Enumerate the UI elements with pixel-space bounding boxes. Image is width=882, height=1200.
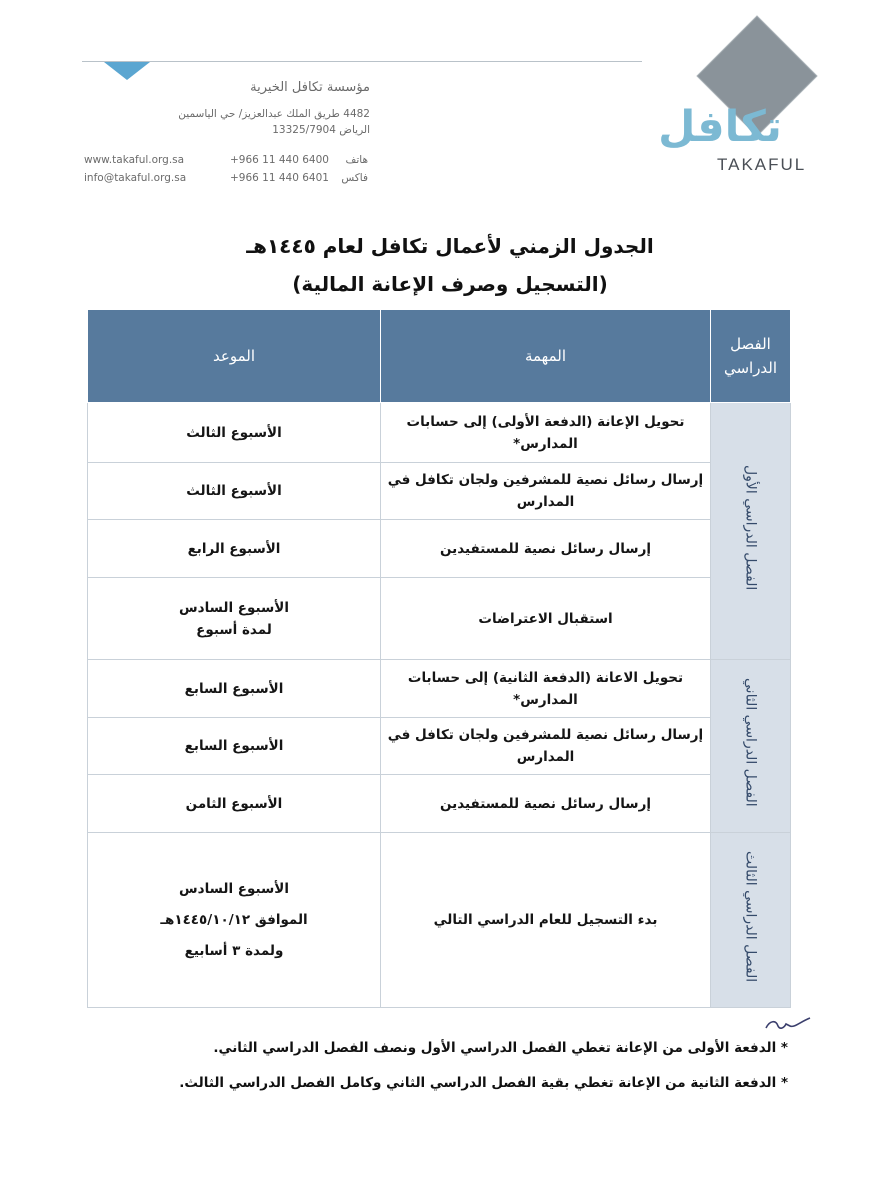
deadline-cell: الأسبوع الثالث <box>88 403 381 463</box>
header-task: المهمة <box>381 310 711 403</box>
phone-label: هاتف <box>345 154 368 166</box>
table-row <box>88 833 791 1008</box>
signature-mark-icon <box>760 1012 816 1034</box>
table-row <box>88 403 791 463</box>
term-cell-1 <box>711 403 791 660</box>
task-cell: تحويل الاعانة (الدفعة الثانية) إلى حسابات المدارس* <box>381 660 711 718</box>
logo-wordmark-arabic: تكافل <box>658 102 782 152</box>
table-row <box>88 718 791 775</box>
header-term-line2: الدراسي <box>723 359 778 377</box>
task-cell: إرسال رسائل نصية للمستفيدين <box>381 520 711 578</box>
deadline-line: ولمدة ٣ أسابيع <box>184 942 284 959</box>
table-header-row <box>88 310 791 403</box>
table-row <box>88 578 791 660</box>
deadline-line: لمدة أسبوع <box>196 621 272 638</box>
table-row <box>88 463 791 520</box>
table-row <box>88 775 791 833</box>
task-cell: استقبال الاعتراضات <box>381 578 711 660</box>
deadline-cell: الأسبوع السابع <box>88 660 381 718</box>
term-cell-3 <box>711 833 791 1008</box>
website-link[interactable]: www.takaful.org.sa <box>84 154 185 166</box>
table-row <box>88 660 791 718</box>
address-line-2: الرياض 13325/7904 <box>272 124 370 136</box>
deadline-cell <box>88 578 381 660</box>
task-cell: إرسال رسائل نصية للمشرفين ولجان تكافل في المدارس <box>381 718 711 775</box>
deadline-cell: الأسبوع الثالث <box>88 463 381 520</box>
letterhead-rule <box>82 61 642 62</box>
term-name: الفصل الدراسي الثالث <box>742 850 759 983</box>
task-cell: تحويل الإعانة (الدفعة الأولى) إلى حسابات المدارس* <box>381 403 711 463</box>
task-cell: بدء التسجيل للعام الدراسي التالي <box>381 833 711 1008</box>
term-cell-2 <box>711 660 791 833</box>
deadline-line: الأسبوع السادس <box>179 880 289 897</box>
fax-number: +966 11 440 6401 <box>230 172 329 184</box>
fax-label: فاكس <box>341 172 368 184</box>
deadline-line: الموافق ١٤٤٥/١٠/١٢هـ <box>160 911 308 928</box>
email-link[interactable]: info@takaful.org.sa <box>84 172 187 184</box>
footnote-1: * الدفعة الأولى من الإعانة تغطي الفصل الدراسي الأول ونصف الفصل الدراسي الثاني. <box>213 1040 788 1056</box>
logo-wordmark-english: TAKAFUL <box>717 155 807 174</box>
address-line-1: 4482 طريق الملك عبدالعزيز/ حي الياسمين <box>178 108 370 120</box>
deadline-cell: الأسبوع الرابع <box>88 520 381 578</box>
term-name: الفصل الدراسي الثاني <box>742 678 759 807</box>
deadline-line: الأسبوع السادس <box>179 599 289 616</box>
schedule-table <box>87 309 791 1008</box>
document-title: الجدول الزمني لأعمال تكافل لعام ١٤٤٥هـ <box>246 234 654 258</box>
deadline-cell <box>88 833 381 1008</box>
task-cell: إرسال رسائل نصية للمستفيدين <box>381 775 711 833</box>
rule-triangle-icon <box>104 62 150 80</box>
header-term <box>711 310 791 403</box>
deadline-cell: الأسبوع الثامن <box>88 775 381 833</box>
header-deadline: الموعد <box>88 310 381 403</box>
table-row <box>88 520 791 578</box>
deadline-cell: الأسبوع السابع <box>88 718 381 775</box>
term-name: الفصل الدراسي الأول <box>742 464 759 591</box>
organization-name: مؤسسة تكافل الخيرية <box>250 80 370 95</box>
document-subtitle: (التسجيل وصرف الإعانة المالية) <box>292 272 608 296</box>
header-term-line1: الفصل <box>730 335 771 353</box>
task-cell: إرسال رسائل نصية للمشرفين ولجان تكافل في المدارس <box>381 463 711 520</box>
phone-number: +966 11 440 6400 <box>230 154 329 166</box>
footnote-2: * الدفعة الثانية من الإعانة تغطي بقية الفصل الدراسي الثاني وكامل الفصل الدراسي الثالث. <box>179 1075 788 1091</box>
